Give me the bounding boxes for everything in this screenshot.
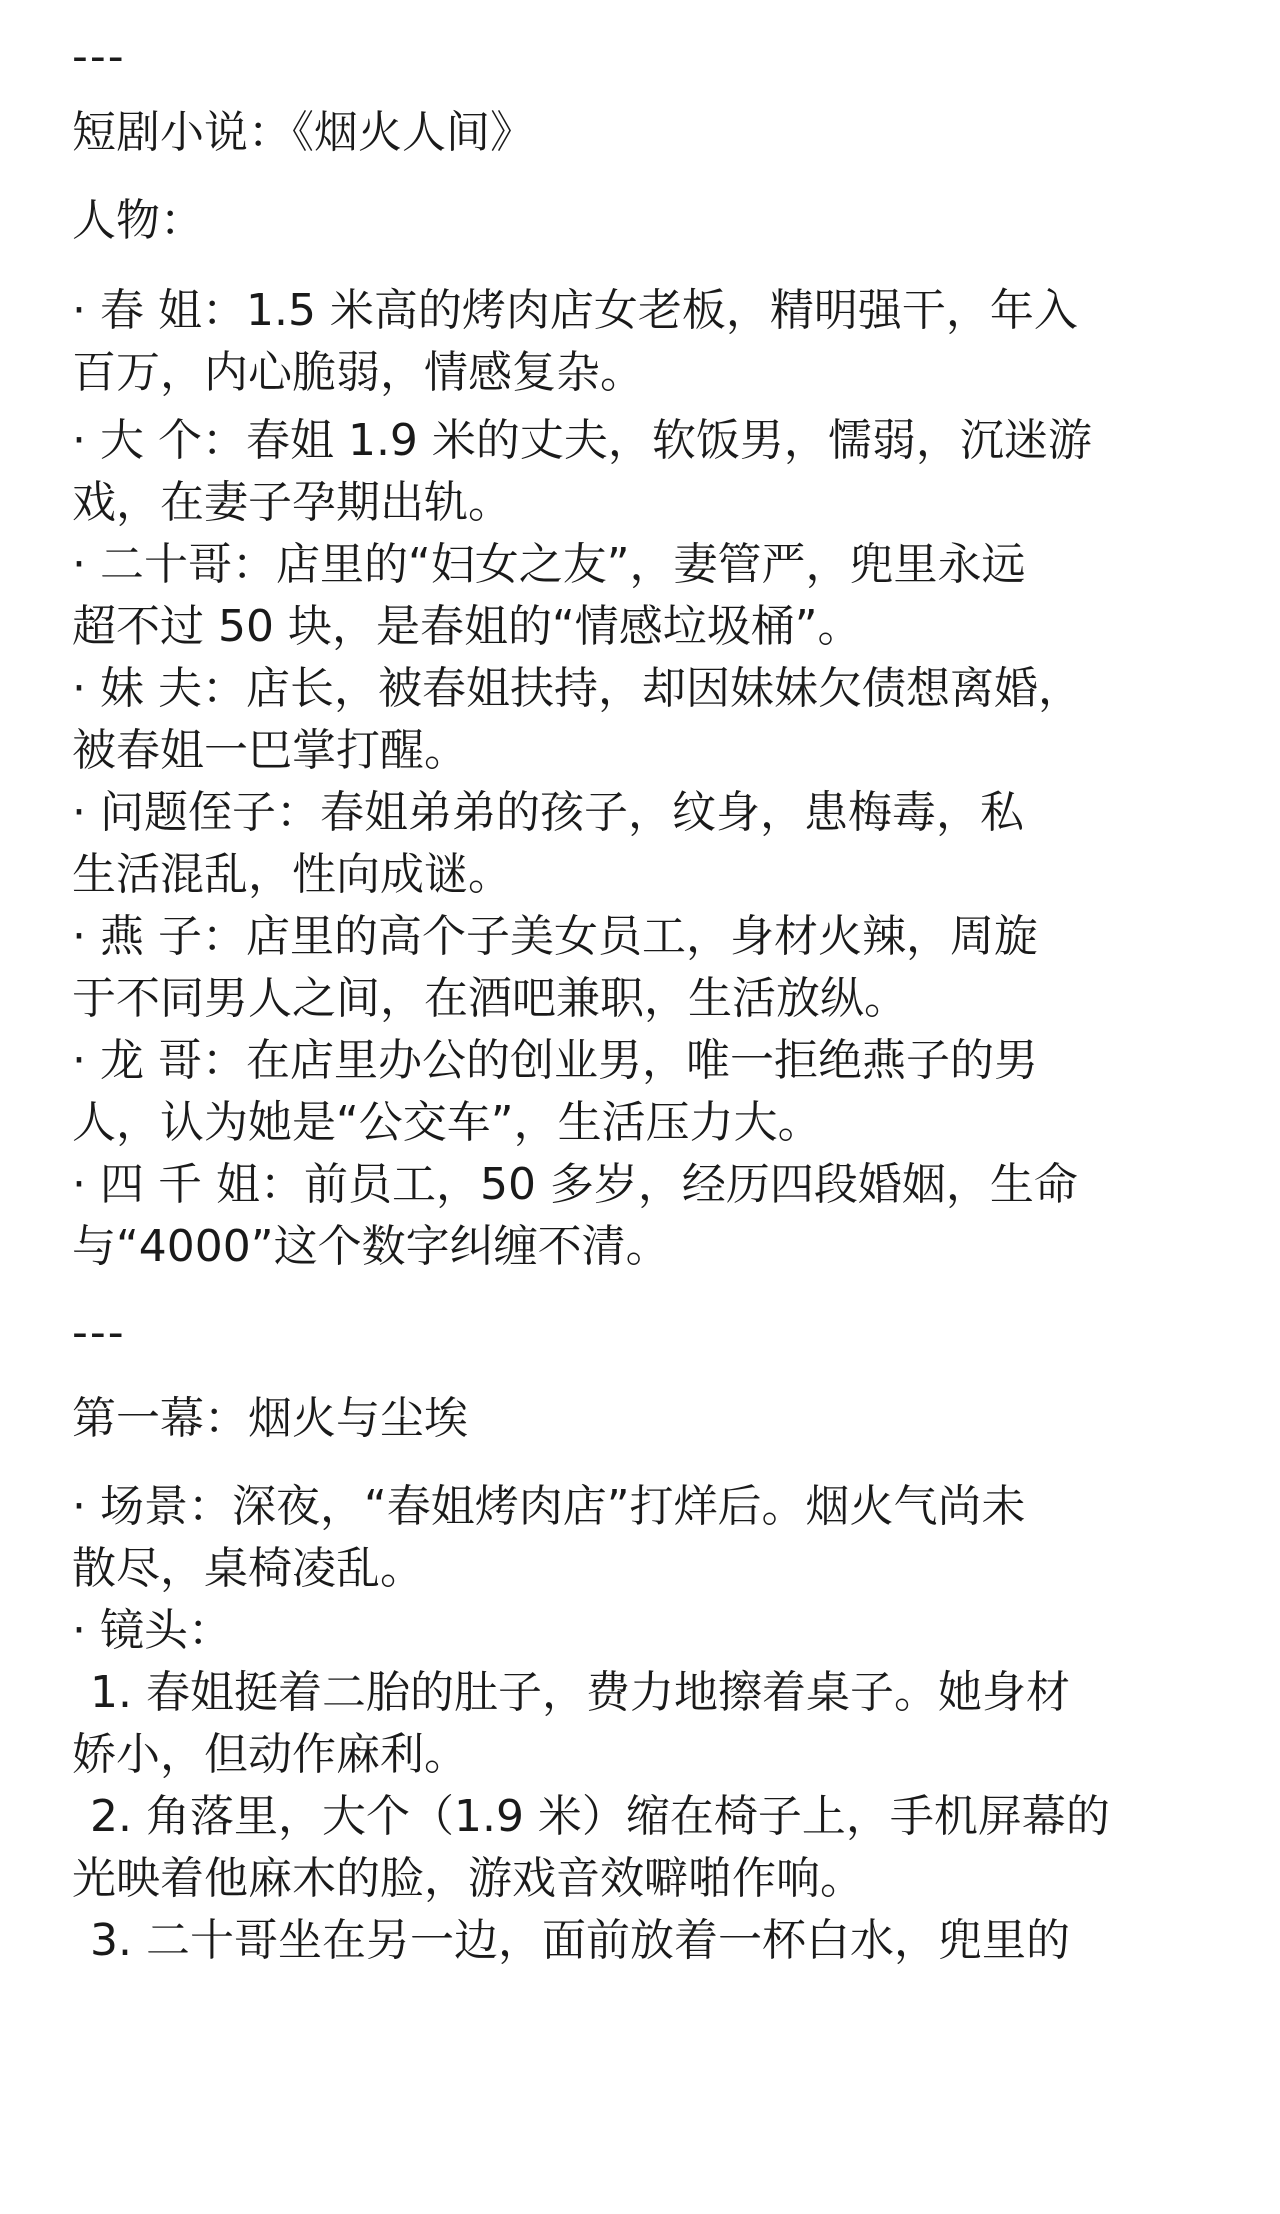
- character-line: 于不同男人之间，在酒吧兼职，生活放纵。: [72, 973, 908, 1024]
- character-line: 百万，内心脆弱，情感复杂。: [72, 347, 644, 398]
- character-line: 与“4000”这个数字纠缠不清。: [72, 1221, 670, 1272]
- act-title: 第一幕：烟火与尘埃: [72, 1393, 468, 1444]
- character-line: 超不过 50 块，是春姐的“情感垃圾桶”。: [72, 601, 862, 652]
- scene-line: 散尽，桌椅凌乱。: [72, 1543, 424, 1594]
- character-line: 被春姐一巴掌打醒。: [72, 725, 468, 776]
- shots-heading: · 镜头：: [72, 1605, 232, 1656]
- character-line: 人，认为她是“公交车”，生活压力大。: [72, 1097, 822, 1148]
- characters-heading: 人物：: [72, 195, 204, 246]
- mid-divider: ---: [72, 1307, 126, 1358]
- character-line: · 二十哥：店里的“妇女之友”，妻管严，兜里永远: [72, 539, 1026, 590]
- shot-line: 2. 角落里，大个（1.9 米）缩在椅子上，手机屏幕的: [90, 1791, 1110, 1842]
- character-line: · 龙 哥：在店里办公的创业男，唯一拒绝燕子的男: [72, 1035, 1038, 1086]
- character-line: · 妹 夫：店长，被春姐扶持，却因妹妹欠债想离婚，: [72, 663, 1082, 714]
- document-title: 短剧小说：《烟火人间》: [72, 107, 534, 158]
- character-line: 生活混乱，性向成谜。: [72, 849, 512, 900]
- character-line: · 燕 子：店里的高个子美女员工，身材火辣，周旋: [72, 911, 1038, 962]
- shot-line: 光映着他麻木的脸，游戏音效噼啪作响。: [72, 1853, 864, 1904]
- character-line: · 问题侄子：春姐弟弟的孩子，纹身，患梅毒，私: [72, 787, 1024, 838]
- character-line: · 春 姐：1.5 米高的烤肉店女老板，精明强干，年入: [72, 285, 1078, 336]
- top-divider: ---: [72, 31, 126, 82]
- character-line: · 大 个：春姐 1.9 米的丈夫，软饭男，懦弱，沉迷游: [72, 415, 1092, 466]
- character-line: · 四 千 姐：前员工，50 多岁，经历四段婚姻，生命: [72, 1159, 1078, 1210]
- shot-line: 娇小，但动作麻利。: [72, 1729, 468, 1780]
- shot-line: 3. 二十哥坐在另一边，面前放着一杯白水，兜里的: [90, 1915, 1070, 1966]
- character-line: 戏，在妻子孕期出轨。: [72, 477, 512, 528]
- scene-line: · 场景：深夜，“春姐烤肉店”打烊后。烟火气尚未: [72, 1481, 1026, 1532]
- shot-line: 1. 春姐挺着二胎的肚子，费力地擦着桌子。她身材: [90, 1667, 1070, 1718]
